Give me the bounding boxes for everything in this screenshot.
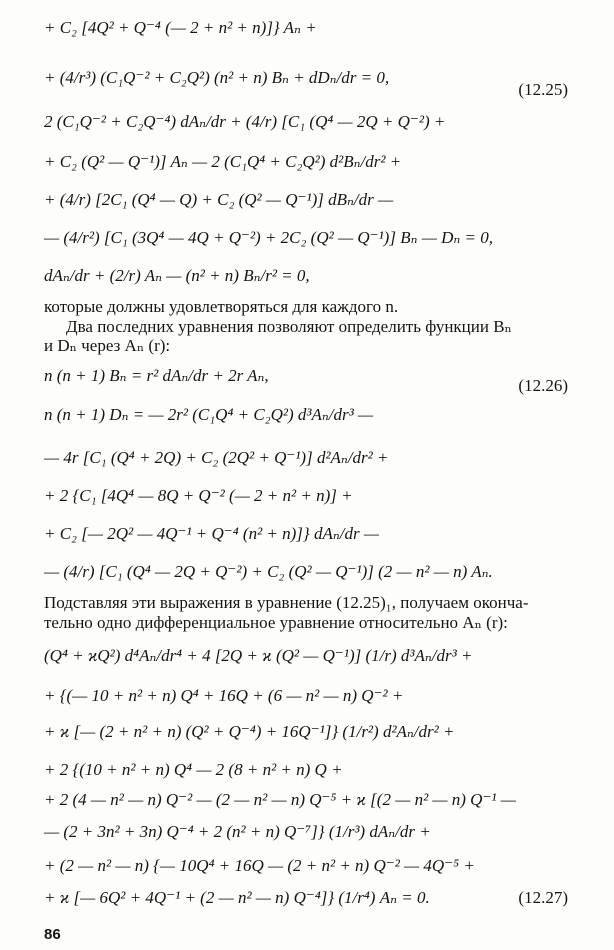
equation-line: — (4/r) [C₁ (Q⁴ — 2Q + Q⁻²) + C₂ (Q² — Q⁻¹)] (2 — n² — n) Aₙ.: [44, 562, 493, 581]
equation-number: (12.25): [518, 80, 568, 99]
equation-line: + (2 — n² — n) {— 10Q⁴ + 16Q — (2 + n² + n) Q⁻² — 4Q⁻⁵ +: [44, 856, 475, 875]
body-text: и Dₙ через Aₙ (r):: [44, 336, 171, 355]
equation-line: + C₂ [4Q² + Q⁻⁴ (— 2 + n² + n)]} Aₙ +: [44, 18, 317, 37]
equation-line: dAₙ/dr + (2/r) Aₙ — (n² + n) Bₙ/r² = 0,: [44, 266, 310, 285]
equation-line: + ϰ [— 6Q² + 4Q⁻¹ + (2 — n² — n) Q⁻⁴]} (1/r⁴) Aₙ = 0.: [44, 888, 430, 907]
equation-line: — (2 + 3n² + 3n) Q⁻⁴ + 2 (n² + n) Q⁻⁷]} (1/r³) dAₙ/dr +: [44, 822, 431, 841]
page-number: 86: [44, 926, 61, 943]
equation-line: — (4/r²) [C₁ (3Q⁴ — 4Q + Q⁻²) + 2C₂ (Q² — Q⁻¹)] Bₙ — Dₙ = 0,: [44, 228, 493, 247]
body-text: которые должны удовлетворяться для каждого n.: [44, 297, 399, 316]
equation-line: + C₂ (Q² — Q⁻¹)] Aₙ — 2 (C₁Q⁴ + C₂Q²) d²Bₙ/dr² +: [44, 152, 402, 171]
body-text: Два последних уравнения позволяют определить функции Bₙ: [66, 317, 512, 336]
equation-line: + 2 {C₁ [4Q⁴ — 8Q + Q⁻² (— 2 + n² + n)] +: [44, 486, 353, 505]
equation-line: n (n + 1) Dₙ = — 2r² (C₁Q⁴ + C₂Q²) d³Aₙ/dr³ —: [44, 405, 374, 424]
equation-line: — 4r [C₁ (Q⁴ + 2Q) + C₂ (2Q² + Q⁻¹)] d²Aₙ/dr² +: [44, 448, 389, 467]
equation-line: + (4/r) [2C₁ (Q⁴ — Q) + C₂ (Q² — Q⁻¹)] dBₙ/dr —: [44, 190, 394, 209]
equation-line: + C₂ [— 2Q² — 4Q⁻¹ + Q⁻⁴ (n² + n)]} dAₙ/dr —: [44, 524, 379, 543]
equation-line: 2 (C₁Q⁻² + C₂Q⁻⁴) dAₙ/dr + (4/r) [C₁ (Q⁴ — 2Q + Q⁻²) +: [44, 112, 446, 131]
equation-line: (Q⁴ + ϰQ²) d⁴Aₙ/dr⁴ + 4 [2Q + ϰ (Q² — Q⁻¹)] (1/r) d³Aₙ/dr³ +: [44, 646, 473, 665]
equation-number: (12.26): [518, 376, 568, 395]
equation-line: + 2 {(10 + n² + n) Q⁴ — 2 (8 + n² + n) Q +: [44, 760, 343, 779]
body-text: тельно одно дифференциальное уравнение относительно Aₙ (r):: [44, 613, 508, 632]
equation-line: n (n + 1) Bₙ = r² dAₙ/dr + 2r Aₙ,: [44, 366, 269, 385]
equation-line: + {(— 10 + n² + n) Q⁴ + 16Q + (6 — n² — n) Q⁻² +: [44, 686, 404, 705]
equation-line: + 2 (4 — n² — n) Q⁻² — (2 — n² — n) Q⁻⁵ + ϰ [(2 — n² — n) Q⁻¹ —: [44, 790, 516, 809]
body-text: Подставляя эти выражения в уравнение (12.25)₁, получаем оконча-: [44, 593, 529, 612]
equation-line: + ϰ [— (2 + n² + n) (Q² + Q⁻⁴) + 16Q⁻¹]} (1/r²) d²Aₙ/dr² +: [44, 722, 455, 741]
equation-line: + (4/r³) (C₁Q⁻² + C₂Q²) (n² + n) Bₙ + dDₙ/dr = 0,: [44, 68, 390, 87]
equation-number: (12.27): [518, 888, 568, 907]
